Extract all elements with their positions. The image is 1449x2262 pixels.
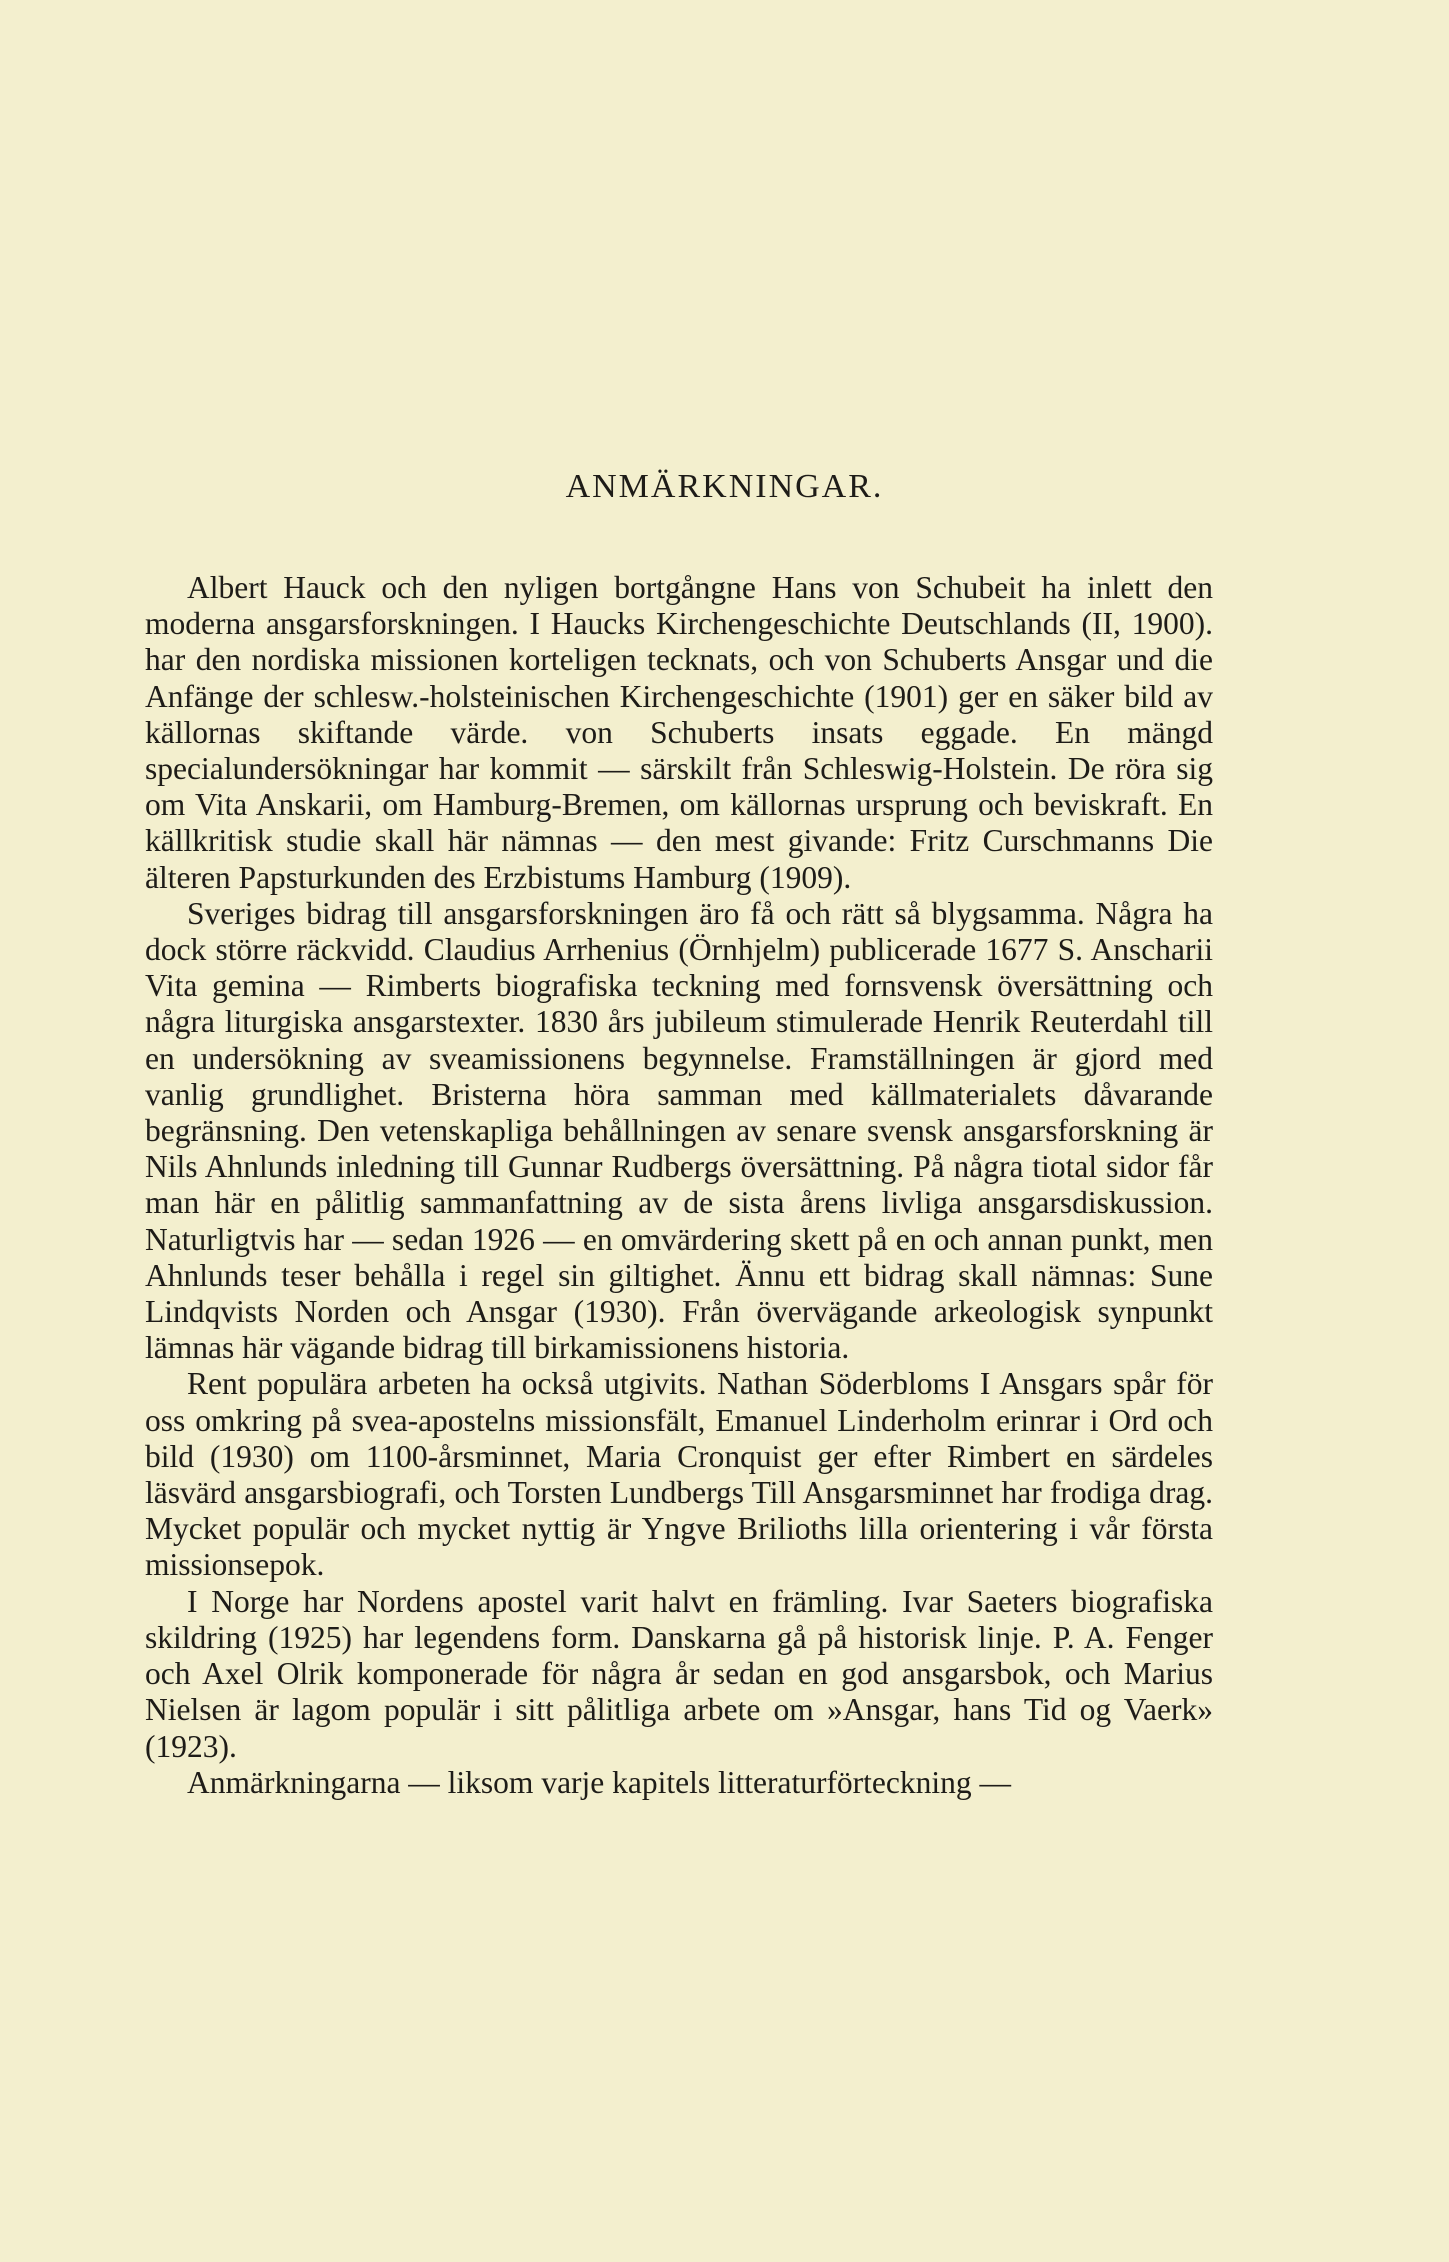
paragraph-sveriges-bidrag: Sveriges bidrag till ansgarsforskningen äro få och rätt så blygsamma. Några ha dock större räckvidd. Claudius Arrhenius (Örnhjelm) publicerade 1677 S. Anscharii Vita gemina — Rimberts biografiska teckning med fornsvensk översättning och några liturgiska ansgarstexter. 1830 års jubileum stimulerade Henrik Reuterdahl till en undersökning av sveamissionens begynnelse. Framställningen är gjord med vanlig grundlighet. Bristerna höra samman med källmaterialets dåvarande begränsning. Den vetenskapliga behållningen av senare svensk ansgarsforskning är Nils Ahnlunds inledning till Gunnar Rudbergs översättning. På några tiotal sidor får man här en pålitlig sammanfattning av de sista årens livliga ansgarsdiskussion. Naturligtvis har — sedan 1926 — en omvärdering skett på en och annan punkt, men Ahnlunds teser behålla i regel sin giltighet. Ännu ett bidrag skall nämnas: Sune Lindqvists Norden och Ansgar (1930). Från övervägande arkeologisk synpunkt lämnas här vägande bidrag till birkamissionens historia. (145, 895, 1213, 1366)
paragraph-hauck-schubert: Albert Hauck och den nyligen bortgångne Hans von Schubeit ha inlett den moderna ansgarsforskningen. I Haucks Kirchengeschichte Deutschlands (II, 1900). har den nordiska missionen korteligen tecknats, och von Schuberts Ansgar und die Anfänge der schlesw.-holsteinischen Kirchengeschichte (1901) ger en säker bild av källornas skiftande värde. von Schuberts insats eggade. En mängd specialundersökningar har kommit — särskilt från Schleswig-Holstein. De röra sig om Vita Anskarii, om Hamburg-Bremen, om källornas ursprung och beviskraft. En källkritisk studie skall här nämnas — den mest givande: Fritz Curschmanns Die älteren Papsturkunden des Erzbistums Hamburg (1909). (145, 570, 1213, 895)
body-text (145, 570, 1213, 1801)
paragraph-anmarkningarna: Anmärkningarna — liksom varje kapitels litteraturförteckning — (187, 1764, 1012, 1800)
page-heading: ANMÄRKNINGAR. (565, 468, 884, 505)
paragraph-populara-arbeten: Rent populära arbeten ha också utgivits. Nathan Söderbloms I Ansgars spår för oss omkring på svea-apostelns missionsfält, Emanuel Linderholm erinrar i Ord och bild (1930) om 1100-årsminnet, Maria Cronquist ger efter Rimbert en särdeles läsvärd ansgarsbiografi, och Torsten Lundbergs Till Ansgarsminnet har frodiga drag. Mycket populär och mycket nyttig är Yngve Brilioths lilla orientering i vår första missionsepok. (145, 1366, 1213, 1583)
paragraph-norge: I Norge har Nordens apostel varit halvt en främling. Ivar Saeters biografiska skildring (1925) har legendens form. Danskarna gå på historisk linje. P. A. Fenger och Axel Olrik komponerade för några år sedan en god ansgarsbok, och Marius Nielsen är lagom populär i sitt pålitliga arbete om »Ansgar, hans Tid og Vaerk» (1923). (145, 1583, 1213, 1764)
